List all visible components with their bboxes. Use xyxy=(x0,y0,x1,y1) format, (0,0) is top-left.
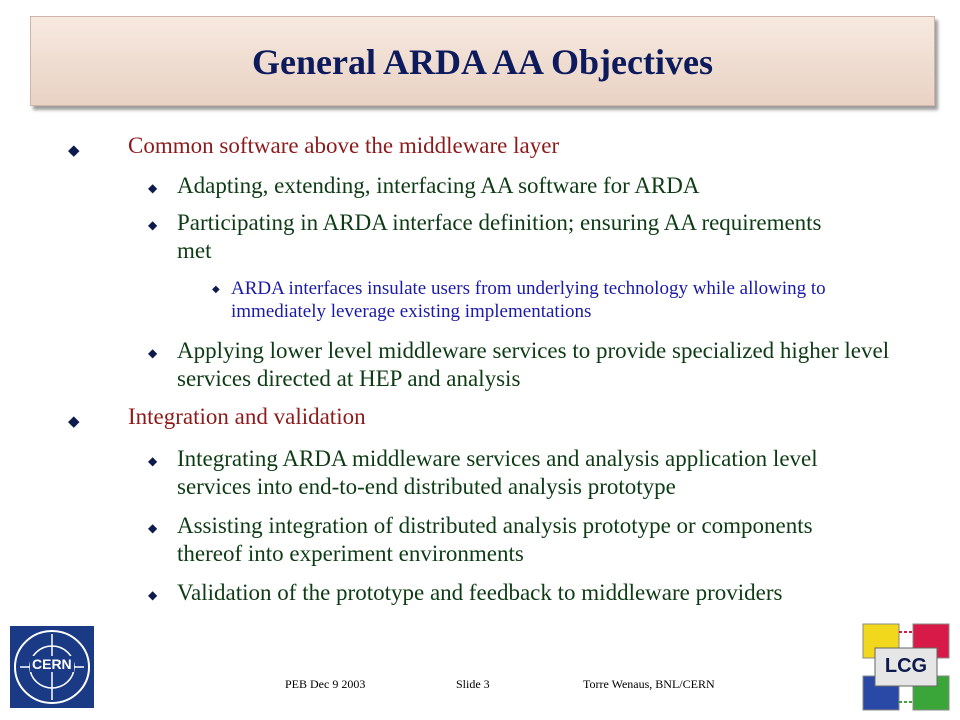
diamond-bullet-icon: ◆ xyxy=(148,218,158,232)
slide-title: General ARDA AA Objectives xyxy=(252,42,713,82)
diamond-bullet-icon: ◆ xyxy=(68,414,80,430)
title-band xyxy=(30,16,935,106)
footer-event: PEB Dec 9 2003 xyxy=(285,677,366,691)
diamond-bullet-icon: ◆ xyxy=(148,521,158,535)
cern-logo xyxy=(10,626,94,708)
diamond-bullet-icon: ◆ xyxy=(212,284,220,295)
cern-logo-text: CERN xyxy=(32,656,72,672)
bullet-item-l1: Integration and validation xyxy=(128,404,366,429)
diamond-bullet-icon: ◆ xyxy=(148,454,158,468)
bullet-item-l2: Participating in ARDA interface definition; ensuring AA requirements met xyxy=(177,210,822,263)
diamond-bullet-icon: ◆ xyxy=(148,588,158,602)
footer-slide-number: Slide 3 xyxy=(456,677,490,691)
diamond-bullet-icon: ◆ xyxy=(148,346,158,360)
bullet-item-l2: Validation of the prototype and feedback to middleware providers xyxy=(177,580,783,605)
lcg-logo-text: LCG xyxy=(884,655,928,677)
diamond-bullet-icon: ◆ xyxy=(68,143,80,159)
footer-author: Torre Wenaus, BNL/CERN xyxy=(583,677,715,691)
bullet-item-l2: Integrating ARDA middleware services and analysis application level services into end-to-end distributed analysis prototype xyxy=(177,446,818,499)
bullet-item-l1: Common software above the middleware layer xyxy=(128,133,560,158)
bullet-item-l2: Adapting, extending, interfacing AA software for ARDA xyxy=(177,173,700,198)
bullet-item-l2: Assisting integration of distributed analysis prototype or components thereof into experiment environments xyxy=(177,513,813,566)
bullet-item-l2: Applying lower level middleware services to provide specialized higher level services directed at HEP and analysis xyxy=(177,338,890,391)
lcg-logo xyxy=(861,622,951,712)
diamond-bullet-icon: ◆ xyxy=(148,181,158,195)
bullet-item-l3: ARDA interfaces insulate users from underlying technology while allowing to immediately leverage existing implementations xyxy=(231,278,826,322)
